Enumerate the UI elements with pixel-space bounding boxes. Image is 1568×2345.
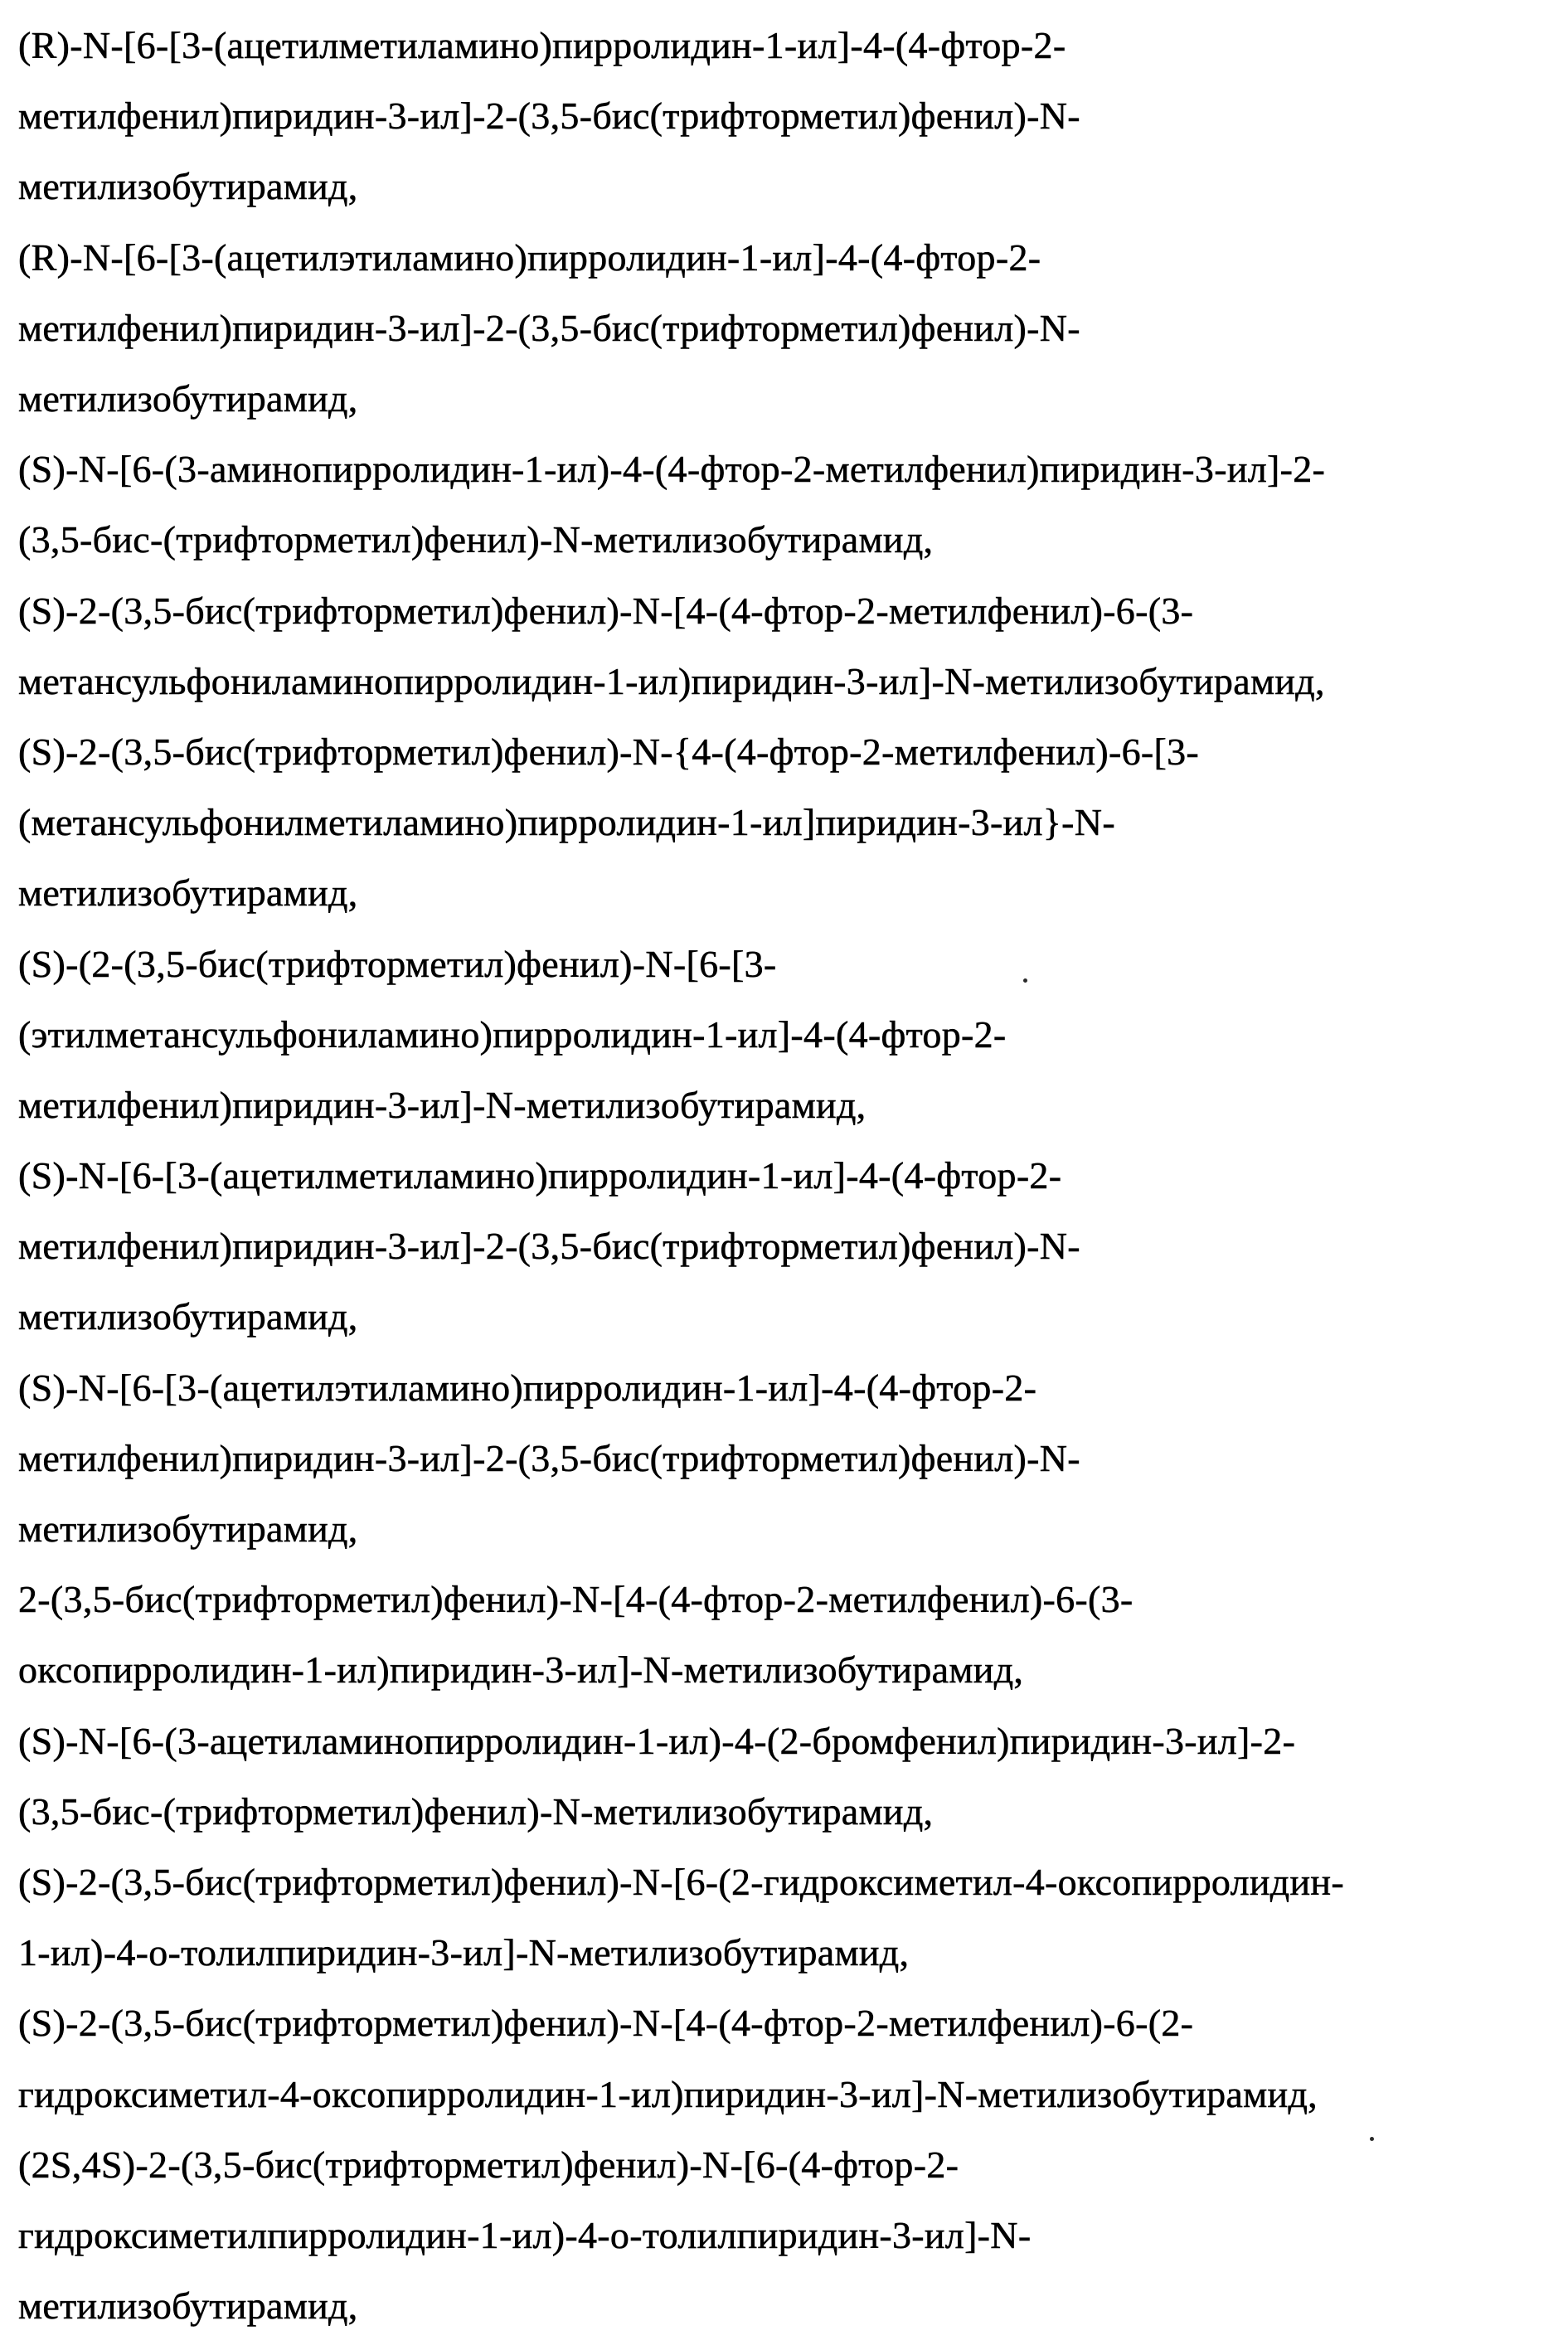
- compound-list-line: (S)-2-(3,5-бис(трифторметил)фенил)-N-[6-(2-гидроксиметил-4-оксопирролидин-: [18, 1860, 1344, 1903]
- compound-list-line: метилизобутирамид,: [18, 1295, 358, 1338]
- compound-list-line: (S)-2-(3,5-бис(трифторметил)фенил)-N-{4-(4-фтор-2-метилфенил)-6-[3-: [18, 730, 1200, 773]
- compound-list-line: метилизобутирамид,: [18, 2284, 358, 2328]
- compound-list-line: метилизобутирамид,: [18, 871, 358, 915]
- compound-list-line: (3,5-бис-(трифторметил)фенил)-N-метилизобутирамид,: [18, 1789, 934, 1833]
- compound-list-line: оксопирролидин-1-ил)пиридин-3-ил]-N-метилизобутирамид,: [18, 1648, 1024, 1692]
- compound-list-line: метилфенил)пиридин-3-ил]-2-(3,5-бис(трифторметил)фенил)-N-: [18, 1436, 1080, 1479]
- compound-list-line: (S)-N-[6-[3-(ацетилметиламино)пирролидин-1-ил]-4-(4-фтор-2-: [18, 1154, 1062, 1197]
- compound-list-line: гидроксиметилпирролидин-1-ил)-4-о-толилпиридин-3-ил]-N-: [18, 2213, 1032, 2256]
- compound-list-line: метансульфониламинопирролидин-1-ил)пиридин-3-ил]-N-метилизобутирамид,: [18, 659, 1325, 702]
- compound-list-line: (S)-2-(3,5-бис(трифторметил)фенил)-N-[4-(4-фтор-2-метилфенил)-6-(2-: [18, 2002, 1194, 2045]
- compound-list-line: гидроксиметил-4-оксопирролидин-1-ил)пиридин-3-ил]-N-метилизобутирамид,: [18, 2072, 1318, 2115]
- compound-list-line: (S)-N-[6-[3-(ацетилэтиламино)пирролидин-1-ил]-4-(4-фтор-2-: [18, 1366, 1037, 1409]
- compound-list-line: (2S,4S)-2-(3,5-бис(трифторметил)фенил)-N-[6-(4-фтор-2-: [18, 2143, 959, 2186]
- compound-list-line: метилфенил)пиридин-3-ил]-2-(3,5-бис(трифторметил)фенил)-N-: [18, 1225, 1080, 1268]
- compound-list-line: метилфенил)пиридин-3-ил]-2-(3,5-бис(трифторметил)фенил)-N-: [18, 306, 1080, 349]
- compound-list-line: (метансульфонилметиламино)пирролидин-1-ил]пиридин-3-ил}-N-: [18, 801, 1115, 844]
- compound-list-line: метилфенил)пиридин-3-ил]-N-метилизобутирамид,: [18, 1083, 867, 1126]
- compound-list-line: 1-ил)-4-о-толилпиридин-3-ил]-N-метилизобутирамид,: [18, 1931, 910, 1974]
- scan-speck: [1370, 2137, 1374, 2141]
- compound-list-line: (S)-(2-(3,5-бис(трифторметил)фенил)-N-[6-[3-: [18, 942, 777, 985]
- scan-speck: [1023, 978, 1027, 983]
- compound-list-line: (3,5-бис-(трифторметил)фенил)-N-метилизобутирамид,: [18, 518, 934, 561]
- compound-list-line: метилизобутирамид,: [18, 165, 358, 208]
- compound-list-line: 2-(3,5-бис(трифторметил)фенил)-N-[4-(4-фтор-2-метилфенил)-6-(3-: [18, 1578, 1134, 1621]
- compound-list-line: метилизобутирамид,: [18, 377, 358, 420]
- compound-list-line: метилизобутирамид,: [18, 1508, 358, 1551]
- compound-list-line: (R)-N-[6-[3-(ацетилэтиламино)пирролидин-1-ил]-4-(4-фтор-2-: [18, 235, 1041, 279]
- compound-list-line: (R)-N-[6-[3-(ацетилметиламино)пирролидин-1-ил]-4-(4-фтор-2-: [18, 24, 1066, 67]
- compound-list-line: метилфенил)пиридин-3-ил]-2-(3,5-бис(трифторметил)фенил)-N-: [18, 95, 1080, 138]
- compound-list-line: (S)-N-[6-(3-ацетиламинопирролидин-1-ил)-4-(2-бромфенил)пиридин-3-ил]-2-: [18, 1719, 1296, 1762]
- compound-list-line: (S)-2-(3,5-бис(трифторметил)фенил)-N-[4-(4-фтор-2-метилфенил)-6-(3-: [18, 589, 1194, 632]
- compound-list-line: (этилметансульфониламино)пирролидин-1-ил]-4-(4-фтор-2-: [18, 1012, 1007, 1056]
- compound-list-line: (S)-N-[6-(3-аминопирролидин-1-ил)-4-(4-фтор-2-метилфенил)пиридин-3-ил]-2-: [18, 448, 1326, 491]
